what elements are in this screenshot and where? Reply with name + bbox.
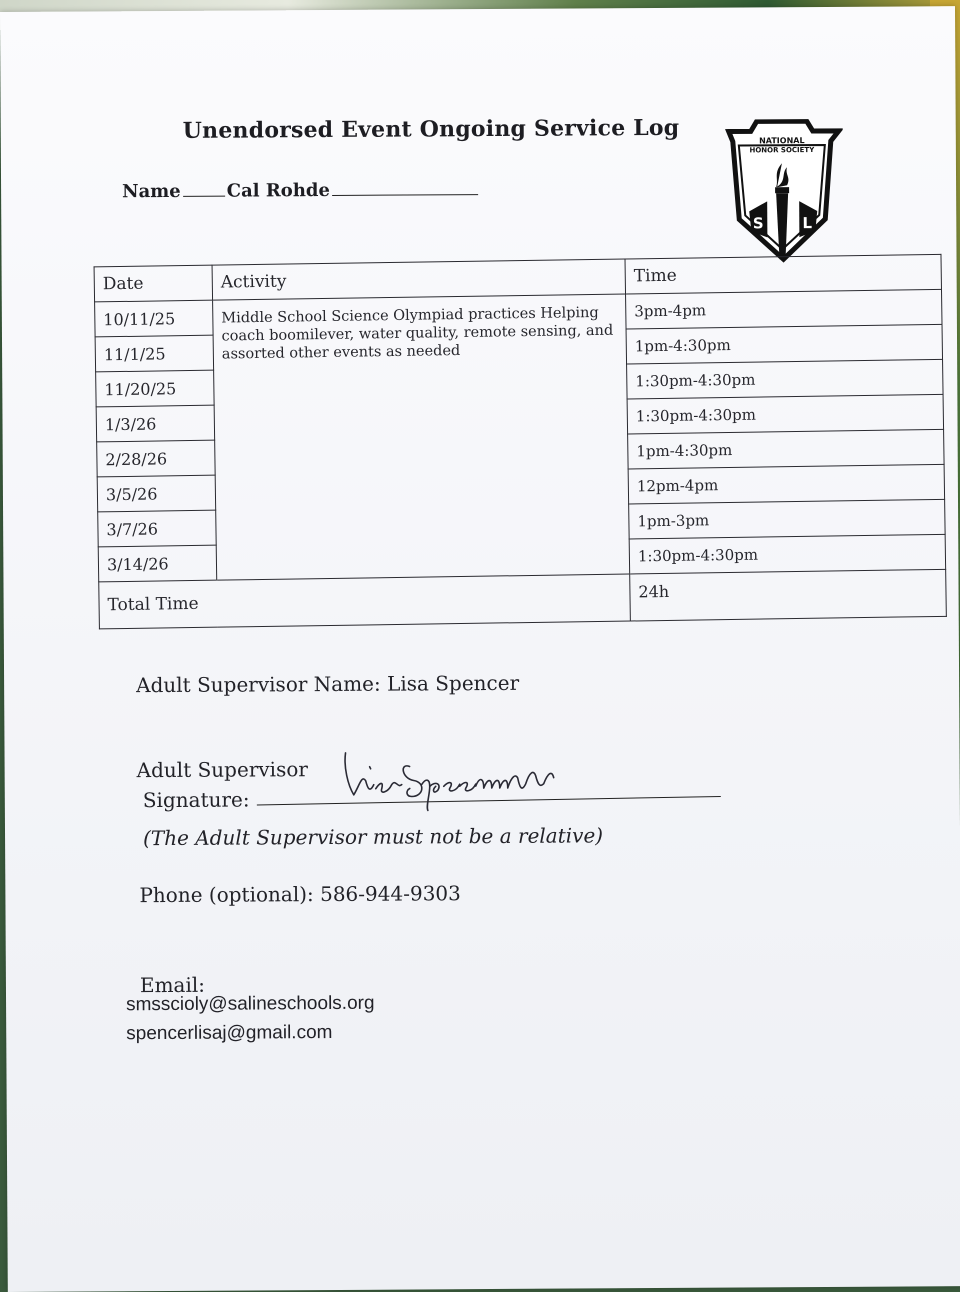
form-title: Unendorsed Event Ongoing Service Log (182, 114, 680, 144)
supervisor-email-2: spencerlisaj@gmail.com (126, 1021, 333, 1045)
row-date: 1/3/26 (96, 405, 215, 442)
name-row (122, 179, 478, 202)
row-time: 12pm-4pm (628, 464, 944, 504)
row-date: 3/7/26 (98, 510, 217, 547)
signature-label-line1: Adult Supervisor (136, 757, 308, 783)
supervisor-name: Adult Supervisor Name: Lisa Spencer (136, 670, 520, 698)
row-date: 3/14/26 (98, 545, 217, 582)
signature-label (137, 754, 309, 815)
row-time: 1pm-4:30pm (626, 324, 942, 364)
supervisor-note: (The Adult Supervisor must not be a relative) (142, 823, 604, 851)
name-value: Cal Rohde (226, 179, 330, 202)
total-time-label: Total Time (99, 574, 631, 629)
activity-description: Middle School Science Olympiad practices Helping coach boomilever, water quality, remote sensing, and assorted other events as needed (213, 294, 630, 580)
row-date: 11/20/25 (96, 370, 215, 407)
emblem-letter-right: L (802, 214, 813, 233)
row-date: 3/5/26 (97, 475, 216, 512)
row-date: 2/28/26 (97, 440, 216, 477)
supervisor-email-1: smsscioly@salineschools.org (126, 992, 375, 1016)
row-time: 3pm-4pm (626, 289, 942, 329)
row-time: 1:30pm-4:30pm (627, 394, 943, 434)
header-activity: Activity (212, 259, 625, 300)
emblem-text-line2: HONOR SOCIETY (749, 146, 815, 155)
total-time-value: 24h (630, 569, 947, 621)
row-time: 1pm-3pm (629, 499, 945, 539)
supervisor-signature (339, 743, 579, 814)
header-date: Date (94, 265, 213, 302)
header-time: Time (625, 254, 941, 294)
name-underline (183, 196, 225, 197)
national-honor-society-emblem-icon (721, 119, 844, 270)
email-label: Email: (139, 972, 206, 998)
supervisor-phone: Phone (optional): 586-944-9303 (139, 881, 461, 908)
name-label: Name (122, 180, 181, 203)
emblem-letter-left: S (752, 214, 764, 233)
emblem-text-line1: NATIONAL (759, 136, 805, 146)
row-time: 1pm-4:30pm (628, 429, 944, 469)
name-underline-trailing (332, 194, 478, 196)
row-date: 10/11/25 (95, 300, 214, 337)
service-log-table (94, 254, 947, 630)
signature-label-line2: Signature: (142, 787, 250, 813)
row-date: 11/1/25 (95, 335, 214, 372)
row-time: 1:30pm-4:30pm (627, 359, 943, 399)
row-time: 1:30pm-4:30pm (629, 534, 945, 574)
service-log-sheet (0, 6, 960, 1292)
